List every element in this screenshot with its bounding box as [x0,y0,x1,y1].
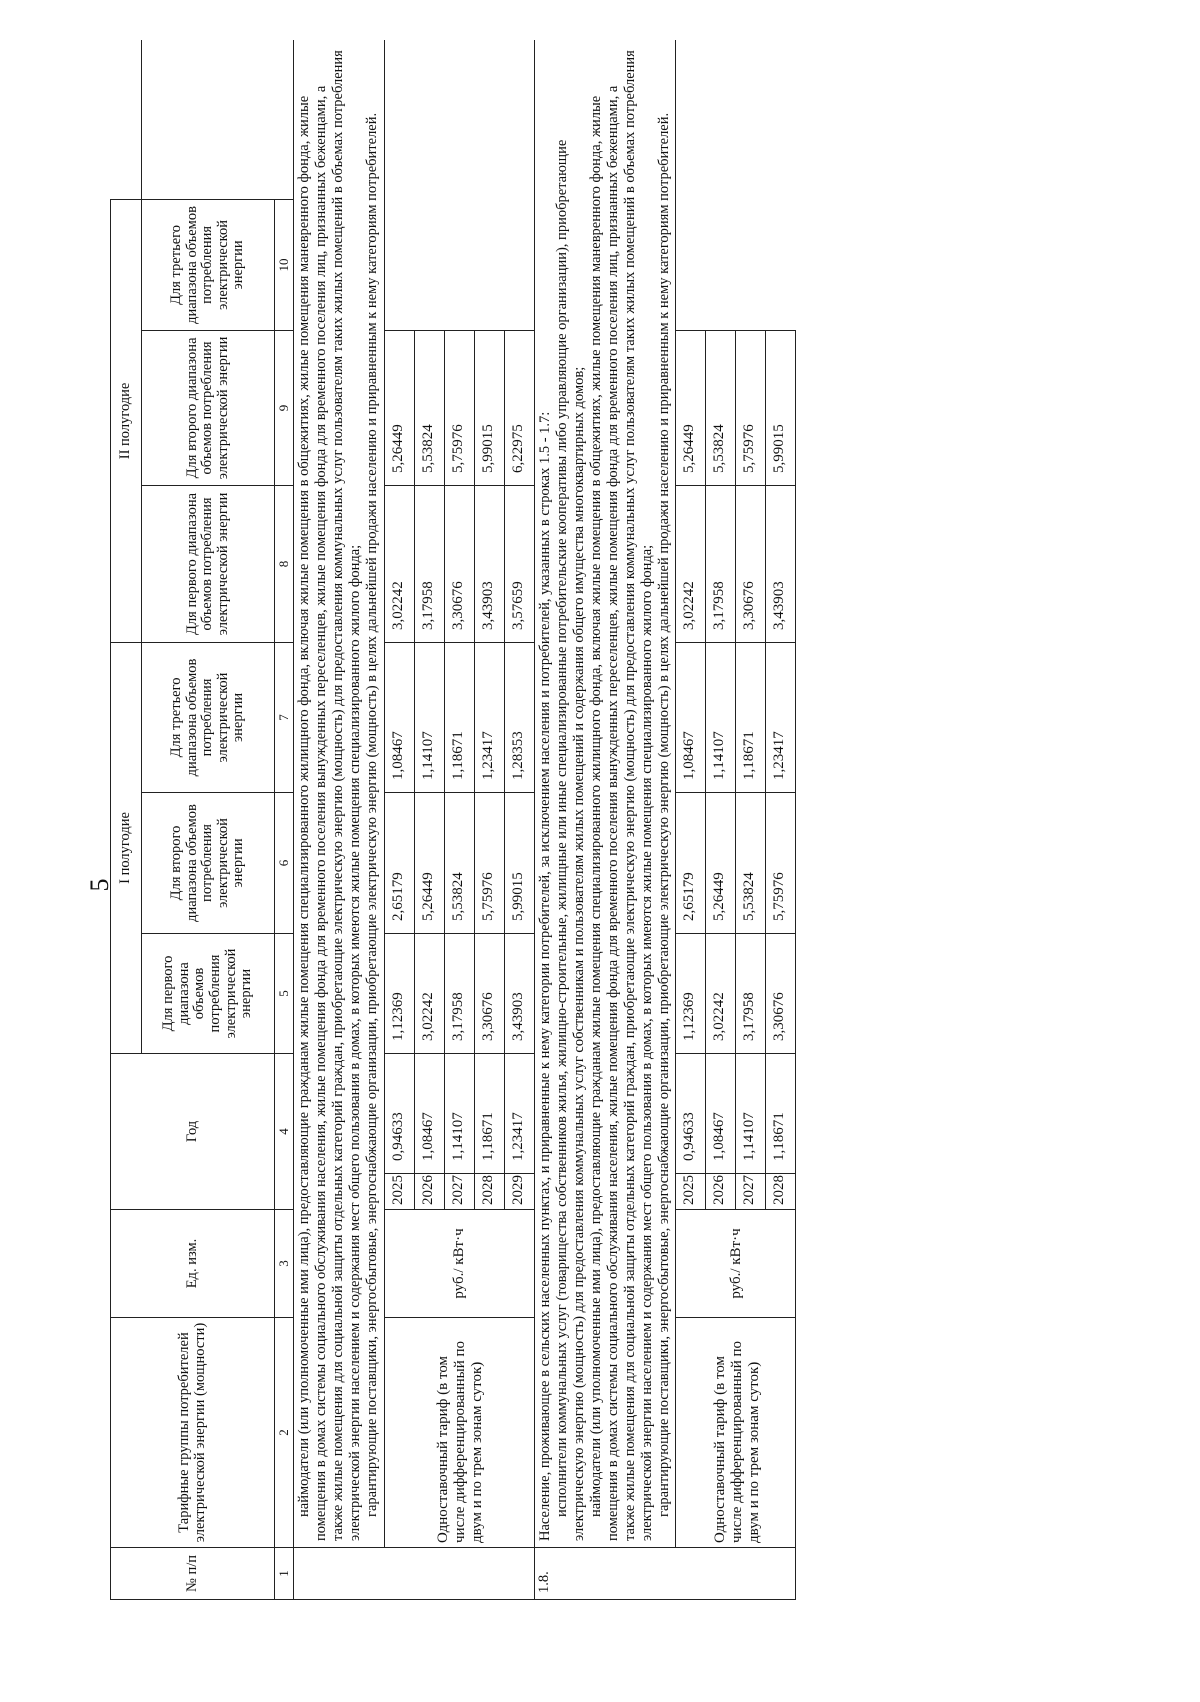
value-cell: 3,43903 [504,933,534,1053]
year-cell: 2026 [706,1174,736,1210]
value-cell: 2,65179 [676,792,706,933]
value-cell: 1,08467 [384,642,414,792]
section-b-paragraph: исполнители коммунальных услуг (товарищества собственников жилья, жилищно-строительные, жилищные или иные специализированные потребительские кооперативы либо управляющие организации), приобретающие электрическую энергию (мощность) для предоставления коммунальных услуг собственникам и пользователям жилых помещений и содержания общего имущества многоквартирных домов; [553,139,587,1541]
header-half-2: II полугодие [111,199,142,642]
year-cell: 2027 [736,1174,766,1210]
section-b-paragraph: гарантирующие поставщики, энергосбытовые, энергоснабжающие организации, приобретающие электрическую энергию (мощность) в целях дальнейшей продажи населению и приравненным к нему категориям потребителей. [656,112,673,1517]
value-cell: 1,18671 [474,1053,504,1173]
value-cell: 5,75976 [736,330,766,485]
rotated-table-frame [110,40,1110,1600]
section-a-text-row [294,40,385,1600]
value-cell: 5,26449 [414,792,444,933]
year-cell: 2026 [414,1174,444,1210]
table-row [676,40,706,1600]
value-cell: 1,08467 [676,642,706,792]
column-number-row [275,40,294,1600]
filler [384,199,534,330]
value-cell: 3,43903 [474,485,504,642]
tariff-label: Одноставочный тариф (в том числе дифференцированный по двум и по трем зонам суток) [384,1318,534,1548]
value-cell: 5,75976 [444,330,474,485]
section-b-paragraph: Население, проживающее в сельских населенных пунктах, и приравненные к нему категории потребителей, за исключением населения и потребителей, указанных в строках 1.5 - 1.7: [536,411,553,1541]
value-cell: 5,26449 [384,330,414,485]
value-cell: 5,26449 [676,330,706,485]
col-num: 3 [275,1210,294,1318]
section-b-text [534,40,676,1548]
year-cell: 2028 [766,1174,796,1210]
value-cell: 1,18671 [766,1053,796,1173]
value-cell: 1,14107 [706,642,736,792]
value-cell: 1,23417 [474,642,504,792]
col-num: 1 [275,1548,294,1600]
tariff-label: Одноставочный тариф (в том числе дифференцированный по двум и по трем зонам суток) [676,1318,796,1548]
header-h2-range3: Для третьего диапазона объемов потребления электрической энергии [142,199,275,330]
value-cell: 1,12369 [384,933,414,1053]
value-cell: 3,43903 [766,485,796,642]
value-cell: 1,14107 [736,1053,766,1173]
section-a-number-cell [294,1548,535,1600]
header-group-row [111,40,142,1600]
value-cell: 3,30676 [444,485,474,642]
value-cell: 3,57659 [504,485,534,642]
value-cell: 3,02242 [676,485,706,642]
value-cell: 5,53824 [706,330,736,485]
year-cell: 2027 [444,1174,474,1210]
header-spacer-2 [142,40,275,199]
section-a-text [294,40,385,1548]
value-cell: 0,94633 [676,1053,706,1173]
header-tariff-group: Тарифные группы потребителей электрической энергии (мощности) [111,1318,275,1548]
header-h1-range1: Для первого диапазона объемов потребления электрической энергии [142,933,275,1053]
col-num: 2 [275,1318,294,1548]
header-year: Год [111,1053,275,1209]
section-b-text-row [534,40,676,1600]
value-cell: 3,17958 [736,933,766,1053]
year-cell: 2029 [504,1174,534,1210]
value-cell: 2,65179 [384,792,414,933]
value-cell: 1,23417 [504,1053,534,1173]
value-cell: 5,53824 [414,330,444,485]
header-number: № п/п [111,1548,275,1600]
value-cell: 3,02242 [414,933,444,1053]
year-cell: 2028 [474,1174,504,1210]
value-cell: 6,22975 [504,330,534,485]
value-cell: 1,18671 [736,642,766,792]
value-cell: 3,17958 [444,933,474,1053]
col-num: 4 [275,1053,294,1209]
section-a-paragraph: наймодатели (или уполномоченные ими лица), предоставляющие гражданам жилые помещения специализированного жилищного фонда, включая жилые помещения в общежитиях, жилые помещения маневренного фонда, жилые помещения в домах системы социального обслуживания населения, жилые помещения фонда для временного поселения вынужденных переселенцев, жилые помещения фонда для временного поселения лиц, признанных беженцами, а также жилые помещения для социальной защиты отдельных категорий граждан, приобретающие электрическую энергию (мощность) для предоставления коммунальных услуг пользователям таких жилых помещений в объемах потребления электрической энергии населением и содержания мест общего пользования в домах, в которых имеются жилые помещения специализированного жилого фонда; [296,50,364,1541]
header-h1-range2: Для второго диапазона объемов потребления электрической энергии [142,792,275,933]
unit-cell: руб./ кВт·ч [384,1210,534,1318]
header-half-1: I полугодие [111,642,142,1053]
header-h1-range3: Для третьего диапазона объемов потребления электрической энергии [142,642,275,792]
year-cell: 2025 [676,1174,706,1210]
col-num: 9 [275,330,294,485]
table-row [384,40,414,1600]
value-cell: 1,18671 [444,642,474,792]
tariff-table [110,40,796,1600]
section-b-number: 1.8. [534,1548,796,1600]
value-cell: 5,99015 [504,792,534,933]
value-cell: 3,30676 [736,485,766,642]
value-cell: 5,26449 [706,792,736,933]
value-cell: 1,14107 [444,1053,474,1173]
value-cell: 1,12369 [676,933,706,1053]
value-cell: 5,53824 [736,792,766,933]
value-cell: 3,30676 [474,933,504,1053]
value-cell: 5,99015 [474,330,504,485]
value-cell: 1,14107 [414,642,444,792]
value-cell: 3,02242 [384,485,414,642]
value-cell: 5,53824 [444,792,474,933]
header-h2-range2: Для второго диапазона объемов потребления электрической энергии [142,330,275,485]
col-num: 5 [275,933,294,1053]
col-num: 7 [275,642,294,792]
value-cell: 1,23417 [766,642,796,792]
section-a-paragraph: гарантирующие поставщики, энергосбытовые, энергоснабжающие организации, приобретающие электрическую энергию (мощность) в целях дальнейшей продажи населению и приравненным к нему категориям потребителей. [364,112,381,1517]
value-cell: 3,17958 [414,485,444,642]
value-cell: 1,08467 [414,1053,444,1173]
value-cell: 1,28353 [504,642,534,792]
year-cell: 2025 [384,1174,414,1210]
section-b-paragraph: наймодатели (или уполномоченные ими лица), предоставляющие гражданам жилые помещения специализированного жилищного фонда, включая жилые помещения в общежитиях, жилые помещения маневренного фонда, жилые помещения в домах системы социального обслуживания населения, жилые помещения фонда для временного поселения вынужденных переселенцев, жилые помещения фонда для временного поселения лиц, признанных беженцами, а также жилые помещения для социальной защиты отдельных категорий граждан, приобретающие электрическую энергию (мощность) для предоставления коммунальных услуг пользователям таких жилых помещений в объемах потребления электрической энергии населением и содержания мест общего пользования в домах, в которых имеются жилые помещения специализированного жилого фонда; [587,50,656,1541]
col-spacer [275,40,294,199]
header-spacer [111,40,142,199]
col-num: 6 [275,792,294,933]
value-cell: 3,30676 [766,933,796,1053]
value-cell: 3,17958 [706,485,736,642]
col-num: 8 [275,485,294,642]
value-cell: 5,99015 [766,330,796,485]
value-cell: 0,94633 [384,1053,414,1173]
value-cell: 5,75976 [766,792,796,933]
page-number: 5 [85,878,114,892]
value-cell: 3,02242 [706,933,736,1053]
col-num: 10 [275,199,294,330]
rotated-table-content [110,40,1110,1600]
filler [676,199,796,330]
value-cell: 5,75976 [474,792,504,933]
unit-cell: руб./ кВт·ч [676,1210,796,1318]
header-unit: Ед. изм. [111,1210,275,1318]
header-h2-range1: Для первого диапазона объемов потребления электрической энергии [142,485,275,642]
value-cell: 1,08467 [706,1053,736,1173]
